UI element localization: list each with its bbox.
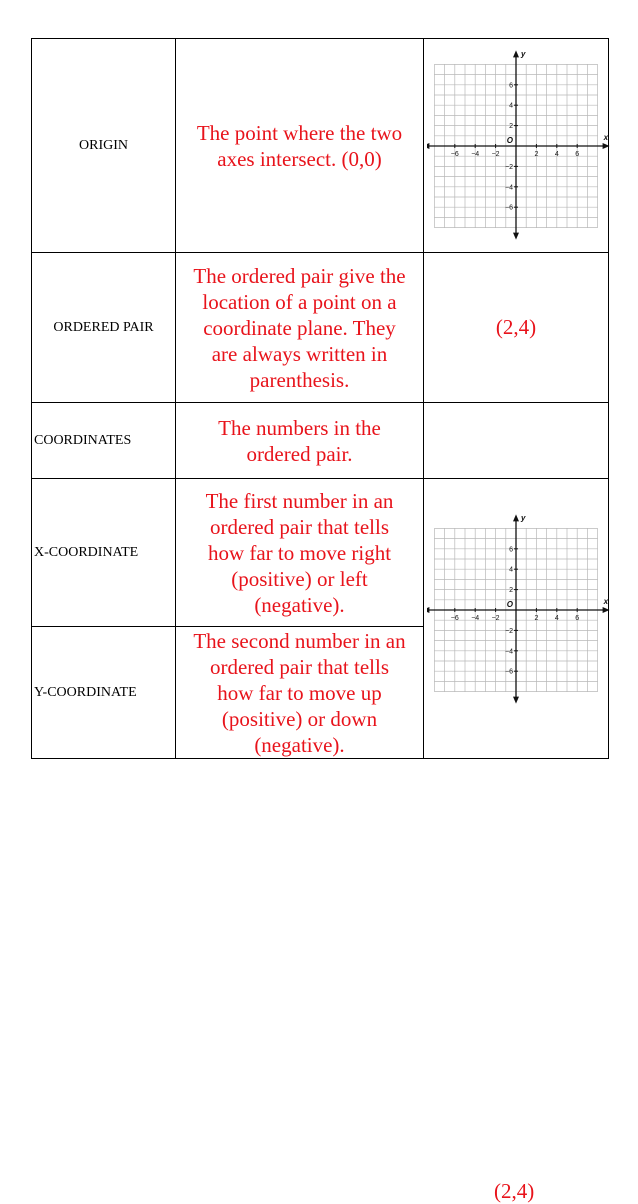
table-row xyxy=(32,479,609,627)
definition-line: The ordered pair give the xyxy=(193,263,406,288)
definition-line: The second number in an xyxy=(193,628,406,653)
y-tick-label: 4 xyxy=(509,566,513,574)
y-tick-label: 2 xyxy=(509,123,513,131)
definition-line: location of a point on a xyxy=(202,289,397,314)
definition-cell xyxy=(176,627,424,759)
definition-line: parenthesis. xyxy=(249,367,350,392)
definition-cell xyxy=(176,39,424,253)
coordinate-plane-graph xyxy=(427,507,613,707)
definition-cell xyxy=(176,253,424,403)
y-tick-label: −6 xyxy=(505,204,513,212)
definition-line: axes intersect. (0,0) xyxy=(217,146,382,171)
y-tick-label: 6 xyxy=(509,82,513,90)
x-axis-label: x xyxy=(603,133,609,142)
y-tick-label: −2 xyxy=(505,163,513,171)
axis-arrow-icon xyxy=(427,143,429,149)
term-cell: Y-COORDINATE xyxy=(32,627,176,759)
x-tick-label: −2 xyxy=(491,151,500,158)
definition-line: coordinate plane. They xyxy=(203,315,396,340)
definition-line: (negative). xyxy=(254,732,345,757)
y-tick-label: 2 xyxy=(509,587,513,595)
x-tick-label: 6 xyxy=(575,151,580,158)
definition-line: ordered pair that tells xyxy=(209,654,389,679)
y-axis-label: y xyxy=(521,513,526,523)
example-cell xyxy=(424,479,609,1203)
x-tick-label: 4 xyxy=(554,615,559,622)
coordinate-plane-graph xyxy=(427,43,613,243)
definition-line: The numbers in the xyxy=(218,415,381,440)
origin-label: O xyxy=(506,136,513,145)
definition-line: The point where the two xyxy=(196,120,403,145)
definition-cell xyxy=(176,403,424,479)
x-tick-label: −4 xyxy=(471,615,480,622)
example-cell xyxy=(424,403,609,479)
x-tick-label: −4 xyxy=(471,151,480,158)
x-tick-label: 4 xyxy=(554,151,559,158)
y-tick-label: −6 xyxy=(505,668,513,676)
vocabulary-table xyxy=(31,38,609,1203)
term-cell: ORIGIN xyxy=(32,39,176,253)
y-tick-label: 6 xyxy=(509,546,513,554)
coordinate-plane-svg xyxy=(427,43,613,243)
y-tick-label: −4 xyxy=(505,648,513,656)
x-tick-label: −6 xyxy=(450,151,459,158)
axis-arrow-icon xyxy=(513,50,519,57)
axis-arrow-icon xyxy=(513,697,519,704)
table-row xyxy=(32,39,609,253)
term-cell: ORDERED PAIR xyxy=(32,253,176,403)
axis-arrow-icon xyxy=(513,233,519,240)
table-row xyxy=(32,403,609,479)
definition-line: how far to move up xyxy=(217,680,382,705)
example-cell xyxy=(424,39,609,253)
example-text: (2,4) xyxy=(494,1179,535,1203)
y-tick-label: −2 xyxy=(505,627,513,635)
definition-line: ordered pair that tells xyxy=(209,514,389,539)
y-tick-label: 4 xyxy=(509,102,513,110)
term-cell: X-COORDINATE xyxy=(32,479,176,627)
axis-arrow-icon xyxy=(603,607,610,613)
coordinate-plane-svg xyxy=(427,507,613,707)
y-tick-label: −4 xyxy=(505,184,513,192)
x-tick-label: 2 xyxy=(534,151,539,158)
x-tick-label: −2 xyxy=(491,615,500,622)
definition-line: how far to move right xyxy=(207,540,392,565)
x-tick-label: −6 xyxy=(450,615,459,622)
table-row xyxy=(32,253,609,403)
definition-line: (negative). xyxy=(254,592,345,617)
x-tick-label: 6 xyxy=(575,615,580,622)
x-tick-label: 2 xyxy=(534,615,539,622)
definition-line: are always written in xyxy=(211,341,388,366)
definition-line: ordered pair. xyxy=(246,441,353,466)
x-axis-label: x xyxy=(603,597,609,606)
definition-cell xyxy=(176,479,424,627)
y-axis-label: y xyxy=(521,49,526,59)
definition-line: (positive) or left xyxy=(231,566,368,591)
example-cell: (2,4) xyxy=(424,253,609,403)
origin-label: O xyxy=(506,600,513,609)
term-cell: COORDINATES xyxy=(32,403,176,479)
definition-line: (positive) or down xyxy=(221,706,378,731)
axis-arrow-icon xyxy=(603,143,610,149)
definition-line: The first number in an xyxy=(205,488,394,513)
axis-arrow-icon xyxy=(513,514,519,521)
axis-arrow-icon xyxy=(427,607,429,613)
